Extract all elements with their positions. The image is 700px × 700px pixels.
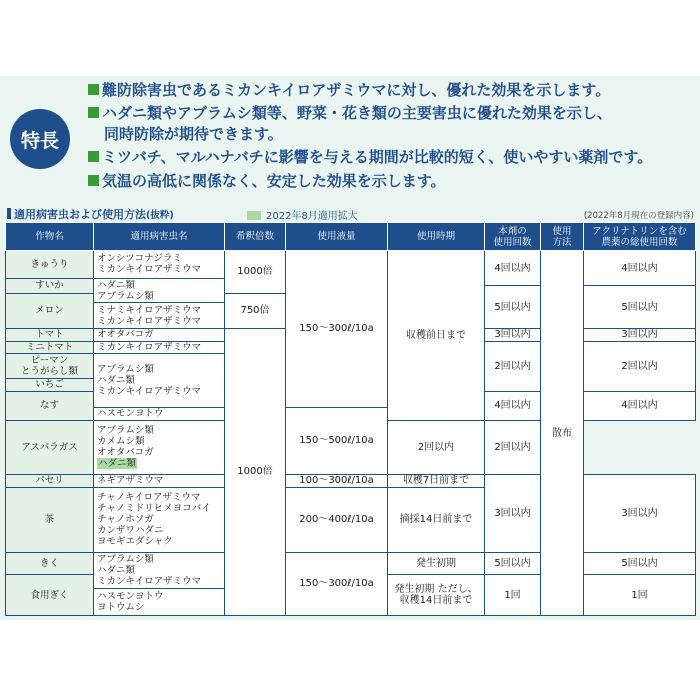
count-cell: 3回以内 (485, 475, 541, 553)
count-cell: 2回以内 (388, 420, 485, 474)
header-count: 本剤の 使用回数 (485, 223, 541, 251)
method-cell: 散布 (541, 251, 584, 616)
feature-item: 難防除害虫であるミカンキイロアザミウマに対し、優れた効果を示します。 (88, 80, 610, 100)
count-cell: 5回以内 (485, 286, 541, 329)
pest-cell: チャノキイロアザミウマ チャノミドリヒメヨコバイ チャノホソガ カンザワハダニ ヨモギエダシャク (94, 487, 225, 552)
crop-cell: きゅうり (6, 251, 94, 279)
crop-cell: ミニトマト (6, 341, 94, 354)
pest-cell: ミナミキイロアザミウマ ミカンキイロアザミウマ (94, 303, 225, 329)
volume-cell: 100～300ℓ/10a (286, 475, 388, 488)
green-square-icon (88, 84, 99, 95)
crop-cell: 茶 (6, 487, 94, 552)
feature-item: ハダニ類やアブラムシ類等、野菜・花き類の主要害虫に優れた効果を示し、 (88, 103, 612, 123)
section-title: 適用病害虫および使用方法(抜粋) (7, 206, 174, 222)
pest-cell: アブラムシ類 カメムシ類 オオタバコガ ハダニ類 (94, 420, 225, 474)
header-volume: 使用液量 (286, 223, 388, 251)
timing-cell: 発生初期 (388, 552, 485, 574)
pest-cell: オオタバコガ (94, 328, 225, 341)
green-square-icon (88, 151, 99, 162)
volume-cell: 150～300ℓ/10a (286, 552, 388, 615)
total-cell: 2回以内 (584, 341, 696, 391)
pest-cell: アブラムシ類 ハダニ類 ミカンキイロアザミウマ (94, 552, 225, 588)
pest-cell: ミカンキイロアザミウマ (94, 341, 225, 354)
count-cell: 4回以内 (485, 251, 541, 286)
bullet-bar-icon (7, 208, 11, 219)
total-cell: 4回以内 (584, 391, 696, 420)
header-pest: 適用病害虫名 (94, 223, 225, 251)
crop-cell: トマト (6, 328, 94, 341)
timing-cell: 発生初期 ただし、 収穫14日前まで (388, 575, 485, 616)
header-dilution: 希釈倍数 (225, 223, 286, 251)
count-cell: 4回以内 (485, 391, 541, 420)
crop-cell: ピーマン とうがらし類 (6, 354, 94, 379)
count-cell: 3回以内 (485, 328, 541, 341)
crop-cell: パセリ (6, 475, 94, 488)
total-cell: 5回以内 (584, 286, 696, 329)
crop-cell: なす (6, 391, 94, 420)
total-cell: 5回以内 (584, 552, 696, 574)
total-cell: 1回 (584, 575, 696, 616)
green-square-icon (88, 175, 99, 186)
usage-table (5, 222, 695, 616)
volume-cell: 150～500ℓ/10a (286, 407, 388, 474)
count-cell: 5回以内 (485, 552, 541, 574)
pest-cell: アブラムシ類 ハダニ類 ミカンキイロアザミウマ (94, 354, 225, 407)
header-total: アクリナトリンを含む 農薬の総使用回数 (584, 223, 696, 251)
total-cell: 2回以内 (485, 420, 541, 474)
dilution-cell: 1000倍 (225, 328, 286, 615)
volume-cell: 150～300ℓ/10a (286, 251, 388, 408)
total-cell: 4回以内 (584, 251, 696, 286)
pest-cell: ハスモンヨトウ (94, 407, 225, 420)
pest-cell: ハスモンヨトウ ヨトウムシ (94, 589, 225, 616)
feature-item: ミツバチ、マルハナバチに影響を与える期間が比較的短く、使いやすい薬剤です。 (88, 147, 652, 167)
legend: 2022年8月適用拡大 (247, 207, 358, 222)
registration-note: (2022年8月現在の登録内容) (583, 211, 694, 221)
timing-cell: 摘採14日前まで (388, 487, 485, 552)
dilution-cell: 750倍 (225, 293, 286, 328)
feature-item: 気温の高低に関係なく、安定した効果を示します。 (88, 171, 446, 191)
total-cell: 3回以内 (584, 328, 696, 341)
header-crop: 作物名 (6, 223, 94, 251)
crop-cell: メロン (6, 293, 94, 328)
header-method: 使用 方法 (541, 223, 584, 251)
crop-cell: アスパラガス (6, 420, 94, 474)
total-cell: 3回以内 (584, 475, 696, 553)
count-cell: 2回以内 (485, 341, 541, 391)
legend-swatch (247, 211, 261, 220)
header-timing: 使用時期 (388, 223, 485, 251)
expanded-highlight: ハダニ類 (98, 458, 137, 470)
green-square-icon (88, 107, 99, 118)
dilution-cell: 1000倍 (225, 251, 286, 294)
pest-cell: ハダニ類 アブラムシ類 (94, 278, 225, 303)
feature-item-continuation: 同時防除が期待できます。 (104, 125, 283, 143)
pest-cell: オンシツコナジラミ ミカンキイロアザミウマ (94, 251, 225, 279)
count-cell: 1回 (485, 575, 541, 616)
volume-cell: 200～400ℓ/10a (286, 487, 388, 552)
crop-cell: きく (6, 552, 94, 574)
crop-cell: いちご (6, 379, 94, 392)
features-badge: 特長 (10, 109, 70, 169)
pest-cell: ネギアザミウマ (94, 475, 225, 488)
timing-cell: 収穫前日まで (388, 251, 485, 421)
crop-cell: 食用ぎく (6, 575, 94, 616)
crop-cell: すいか (6, 278, 94, 293)
timing-cell: 収穫7日前まで (388, 475, 485, 488)
